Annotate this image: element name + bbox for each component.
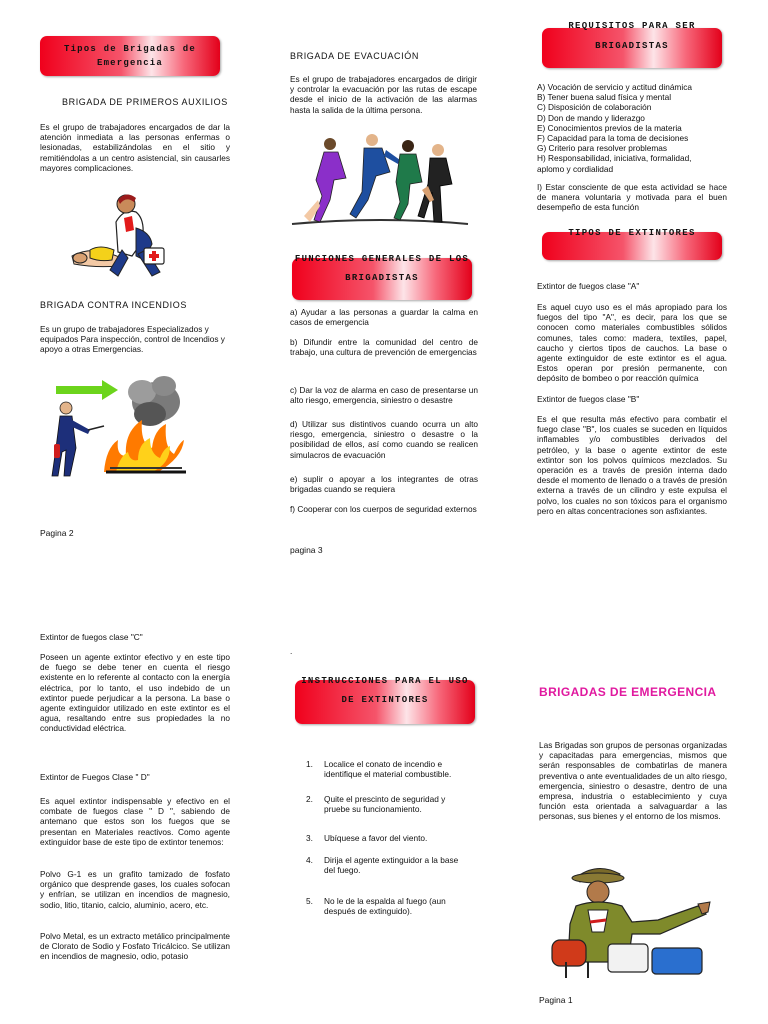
banner-requisitos-title: REQUISITOS PARA SER BRIGADISTAS <box>568 21 696 51</box>
text-brigadas-definicion: Las Brigadas son grupos de personas organizadas y capacitadas para emergencias, mismos que serán responsables de combatirlas de manera preventiva o ante eventualidades de un alto riesgo, emergencia, siniestro o desastre, dentro de una empresa, industria o establecimiento y cuya función esta orientada a salvaguardar a las personas, sus bienes y el entorno de los mismos. <box>539 740 727 822</box>
list-item: H) Responsabilidad, iniciativa, formalidad, aplomo y cordialidad <box>537 153 692 174</box>
list-number: 1. <box>306 759 313 769</box>
banner-funciones-title: FUNCIONES GENERALES DE LOS BRIGADISTAS <box>294 254 470 283</box>
list-number: 2. <box>306 793 313 804</box>
banner-tipos-brigadas <box>40 36 220 76</box>
text-clase-b: Es el que resulta más efectivo para combatir el fuego clase "B", los cuales se suceden en líquidos inflamables y/o combustibles derivados del petróleo, y la base o agente extintor de este extintor son los polvos químicos mezclados. Su operación es a través de presión interna dado desde el momento de llenado o a través de presión externa a través de un cilindro y este expulsa el polvo, los cuales no son tóxicos para el organismo pero en altas concentraciones son asfixiantes. <box>537 414 727 516</box>
list-item: c) Dar la voz de alarma en caso de presentarse un alto riesgo, emergencia, siniestro o desastre <box>290 385 478 406</box>
heading-primeros-auxilios: BRIGADA DE PRIMEROS AUXILIOS <box>62 97 228 107</box>
list-item <box>306 833 466 843</box>
list-item: d) Utilizar sus distintivos cuando ocurra un alto riesgo, emergencia, siniestro o desastre o la posibilidad de ellos, así como cuando se realicen simulacros de evacuación <box>290 419 478 460</box>
text-clase-c: Poseen un agente extintor efectivo y en este tipo de fuego se debe tener en cuenta el riesgo existente en lo referente al contacto con la energía eléctrica, por lo tanto, el uso indebido de un extintor puede perjudicar a la persona. La base o agente extinguidor utilizado en este extintor es el agua, resaltando entre sus propiedades la no conductividad eléctrica. <box>40 652 230 734</box>
heading-clase-b: Extintor de fuegos clase "B" <box>537 394 640 404</box>
list-text: Quite el prescinto de seguridad y pruebe su funcionamiento. <box>324 793 446 815</box>
list-item: C) Disposición de colaboración <box>537 102 652 113</box>
banner-title: Tipos de Brigadas de Emergencia <box>63 44 197 68</box>
list-item: a) Ayudar a las personas a guardar la calma en casos de emergencia <box>290 307 478 328</box>
list-number: 3. <box>306 832 313 843</box>
page-number-2: Pagina 2 <box>40 528 74 538</box>
list-item: B) Tener buena salud física y mental <box>537 92 672 103</box>
list-item <box>306 855 466 876</box>
list-item: e) suplir o apoyar a los integrantes de otras brigadas cuando se requiera <box>290 474 478 495</box>
stray-dot: . <box>290 646 293 656</box>
page-number-3: pagina 3 <box>290 545 323 555</box>
text-clase-d: Es aquel extintor indispensable y efectivo en el combate de fuegos clase " D ", sabiendo de antemano que estos son los fuegos que se presentan en Materiales reactivos. Como agente extinguidor base de este tipo de extintor tenemos: <box>40 796 230 847</box>
list-item: b) Difundir entre la comunidad del centro de trabajo, una cultura de prevención de emergencias <box>290 337 478 358</box>
list-number: 5. <box>306 895 313 906</box>
banner-extintores-title: TIPOS DE EXTINTORES <box>568 228 696 238</box>
brigade-leader-clipart <box>548 862 718 980</box>
brigadas-title: BRIGADAS DE EMERGENCIA <box>539 685 717 699</box>
text-evacuacion: Es el grupo de trabajadores encargados de dirigir y controlar la evacuación por las rutas de escape desde el inicio de la activación de las alarmas hasta la salida de la última persona. <box>290 74 477 115</box>
heading-evacuacion: BRIGADA DE EVACUACIÓN <box>290 51 419 61</box>
list-item: G) Criterio para resolver problemas <box>537 143 668 154</box>
text-polvo-g1: Polvo G-1 es un grafito tamizado de fosfato orgánico que desprende gases, los cuales sofocan y enfrían, se utilizan en incendios de magnesio, sodio, litio, titanio, calcio, aluminio, acero, etc. <box>40 869 230 910</box>
funciones-list <box>290 307 478 524</box>
heading-clase-a: Extintor de fuegos clase "A" <box>537 281 640 291</box>
first-aid-clipart <box>66 186 172 282</box>
firefighter-clipart <box>46 368 216 480</box>
banner-instrucciones-title: INSTRUCCIONES PARA EL USO DE EXTINTORES <box>301 676 469 705</box>
heading-clase-d: Extintor de Fuegos Clase " D" <box>40 772 150 782</box>
list-number: 4. <box>306 855 313 866</box>
text-clase-a: Es aquel cuyo uso es el más apropiado para los fuegos del tipo "A", es decir, para los que se conocen como materiales combustibles sólidos comunes, tales como: madera, textiles, papel, caucho y ciertos tipos de cauchos. La base o agente extinguidor de este extintor es el agua. Estos operan por presión permanente, con depósito de bombeo o por reacción química <box>537 302 727 384</box>
list-item <box>306 896 466 917</box>
list-text: No le de la espalda al fuego (aun después de extinguido). <box>324 895 446 917</box>
text-requisito-i: I) Estar consciente de que esta actividad se hace de manera voluntaria y motivada para el buen desempeño de esta función <box>537 182 727 213</box>
heading-clase-c: Extintor de fuegos clase "C" <box>40 632 143 642</box>
list-item: E) Conocimientos previos de la materia <box>537 122 682 133</box>
list-item: D) Don de mando y liderazgo <box>537 112 645 123</box>
text-contra-incendios: Es un grupo de trabajadores Especializados y equipados Para inspección, control de Incendios y apoyo a otras Emergencias. <box>40 324 225 355</box>
list-text: Ubíquese a favor del viento. <box>324 832 428 843</box>
instrucciones-list <box>306 759 466 931</box>
requisitos-list <box>537 82 727 174</box>
list-item: A) Vocación de servicio y actitud dinámica <box>537 82 692 92</box>
heading-contra-incendios: BRIGADA CONTRA INCENDIOS <box>40 300 187 310</box>
text-polvo-metal: Polvo Metal, es un extracto metálico principalmente de Clorato de Sodio y Fosfato Tricálcico. Se utilizan en incendios de magnesio, odio, potasio <box>40 931 230 962</box>
list-item <box>306 794 466 815</box>
list-item: F) Capacidad para la toma de decisiones <box>537 133 689 144</box>
list-item <box>306 759 466 780</box>
evacuation-clipart <box>290 130 470 230</box>
text-primeros-auxilios: Es el grupo de trabajadores encargados de dar la atención inmediata a las personas enfermas o lesionadas, estabilizándolas en el sitio y remitiéndolas a un centro asistencial, sin causarles mayores complicaciones. <box>40 122 230 173</box>
list-item: f) Cooperar con los cuerpos de seguridad externos <box>290 504 477 514</box>
list-text: Localice el conato de incendio e identifique el material combustible. <box>324 759 452 780</box>
page-number-1: Pagina 1 <box>539 995 573 1005</box>
list-text: Dirija el agente extinguidor a la base del fuego. <box>324 855 459 876</box>
